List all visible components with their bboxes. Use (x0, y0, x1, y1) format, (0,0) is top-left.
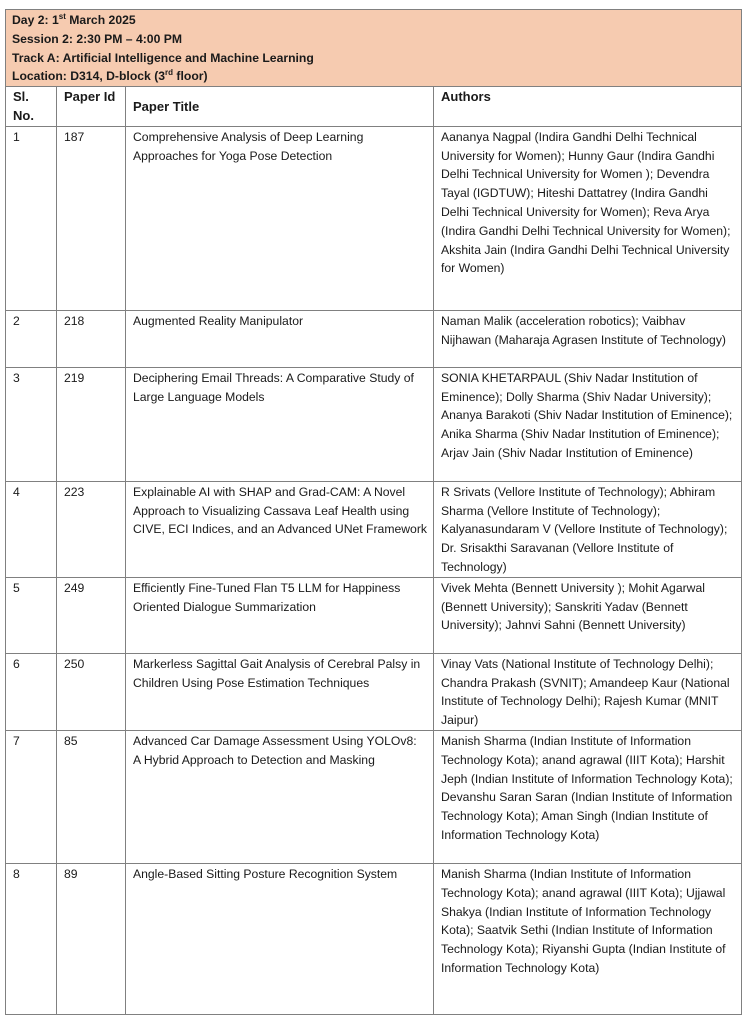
column-header-sl-no: Sl. No. (6, 87, 57, 127)
table-row (6, 481, 742, 577)
table-row (6, 863, 742, 1014)
authors-cell: R Srivats (Vellore Institute of Technology); Abhiram Sharma (Vellore Institute of Technology); Kalyanasundaram V (Vellore Institute of Technology); Dr. Srisakthi Saravanan (Vellore Institute of Technology) (434, 481, 742, 577)
authors-cell: Manish Sharma (Indian Institute of Information Technology Kota); anand agrawal (IIIT Kota); Harshit Jeph (Indian Institute of Information Technology Kota); Devanshu Saran Saran (Indian Institute of Information Technology Kota); Aman Singh (Indian Institute of Information Technology Kota) (434, 730, 742, 863)
sl-no-cell: 8 (6, 863, 57, 1014)
column-header-paper-title: Paper Title (126, 87, 434, 127)
authors-cell: SONIA KHETARPAUL (Shiv Nadar Institution of Eminence); Dolly Sharma (Shiv Nadar University); Ananya Barakoti (Shiv Nadar Institution of Eminence); Anika Sharma (Shiv Nadar Institution of Eminence); Arjav Jain (Shiv Nadar Institution of Eminence) (434, 367, 742, 481)
paper-id-cell: 249 (57, 577, 126, 653)
sl-no-cell: 7 (6, 730, 57, 863)
table-row (6, 653, 742, 730)
paper-title-cell: Deciphering Email Threads: A Comparative Study of Large Language Models (126, 367, 434, 481)
table-row (6, 367, 742, 481)
paper-id-cell: 85 (57, 730, 126, 863)
session-time: Session 2: 2:30 PM – 4:00 PM (12, 31, 183, 46)
paper-id-cell: 223 (57, 481, 126, 577)
authors-cell: Vivek Mehta (Bennett University ); Mohit Agarwal (Bennett University); Sanskriti Yadav (Bennett University); Jahnvi Sahni (Bennett University) (434, 577, 742, 653)
paper-title-cell: Explainable AI with SHAP and Grad-CAM: A Novel Approach to Visualizing Cassava Leaf Health using CIVE, ECI Indices, and an Advanced UNet Framework (126, 481, 434, 577)
session-header (6, 10, 742, 87)
paper-title-cell: Efficiently Fine-Tuned Flan T5 LLM for Happiness Oriented Dialogue Summarization (126, 577, 434, 653)
authors-cell: Manish Sharma (Indian Institute of Information Technology Kota); anand agrawal (IIIT Kota); Ujjawal Shakya (Indian Institute of Information Technology Kota); Saatvik Sethi (Indian Institute of Information Technology Kota); Riyanshi Gupta (Indian Institute of Information Technology Kota) (434, 863, 742, 1014)
paper-id-cell: 219 (57, 367, 126, 481)
paper-title-cell: Markerless Sagittal Gait Analysis of Cerebral Palsy in Children Using Pose Estimation Techniques (126, 653, 434, 730)
paper-title-cell: Comprehensive Analysis of Deep Learning Approaches for Yoga Pose Detection (126, 126, 434, 310)
sl-no-cell: 6 (6, 653, 57, 730)
table-row (6, 730, 742, 863)
session-day: Day 2: 1st March 2025 (12, 12, 136, 27)
paper-title-cell: Angle-Based Sitting Posture Recognition System (126, 863, 434, 1014)
sl-no-cell: 1 (6, 126, 57, 310)
sl-no-cell: 2 (6, 310, 57, 367)
authors-cell: Vinay Vats (National Institute of Technology Delhi); Chandra Prakash (SVNIT); Amandeep Kaur (National Institute of Technology Delhi); Rajesh Kumar (MNIT Jaipur) (434, 653, 742, 730)
authors-cell: Naman Malik (acceleration robotics); Vaibhav Nijhawan (Maharaja Agrasen Institute of Technology) (434, 310, 742, 367)
table-row (6, 126, 742, 310)
paper-id-cell: 250 (57, 653, 126, 730)
column-header-row (6, 87, 742, 127)
authors-cell: Aananya Nagpal (Indira Gandhi Delhi Technical University for Women); Hunny Gaur (Indira Gandhi Delhi Technical University for Women ); Devendra Tayal (IGDTUW); Hiteshi Dattatrey (Indira Gandhi Delhi Technical University for Women); Reva Arya (Indira Gandhi Delhi Technical University for Women); Akshita Jain (Indira Gandhi Delhi Technical University for Women) (434, 126, 742, 310)
paper-title-cell: Advanced Car Damage Assessment Using YOLOv8: A Hybrid Approach to Detection and Masking (126, 730, 434, 863)
session-track: Track A: Artificial Intelligence and Machine Learning (12, 50, 314, 65)
column-header-paper-id: Paper Id (57, 87, 126, 127)
session-schedule-table (5, 9, 742, 1015)
sl-no-cell: 3 (6, 367, 57, 481)
column-header-authors: Authors (434, 87, 742, 127)
table-row (6, 310, 742, 367)
sl-no-cell: 4 (6, 481, 57, 577)
paper-id-cell: 187 (57, 126, 126, 310)
session-header-row (6, 10, 742, 87)
session-location: Location: D314, D-block (3rd floor) (12, 68, 208, 84)
paper-id-cell: 218 (57, 310, 126, 367)
paper-id-cell: 89 (57, 863, 126, 1014)
sl-no-cell: 5 (6, 577, 57, 653)
table-row (6, 577, 742, 653)
paper-title-cell: Augmented Reality Manipulator (126, 310, 434, 367)
